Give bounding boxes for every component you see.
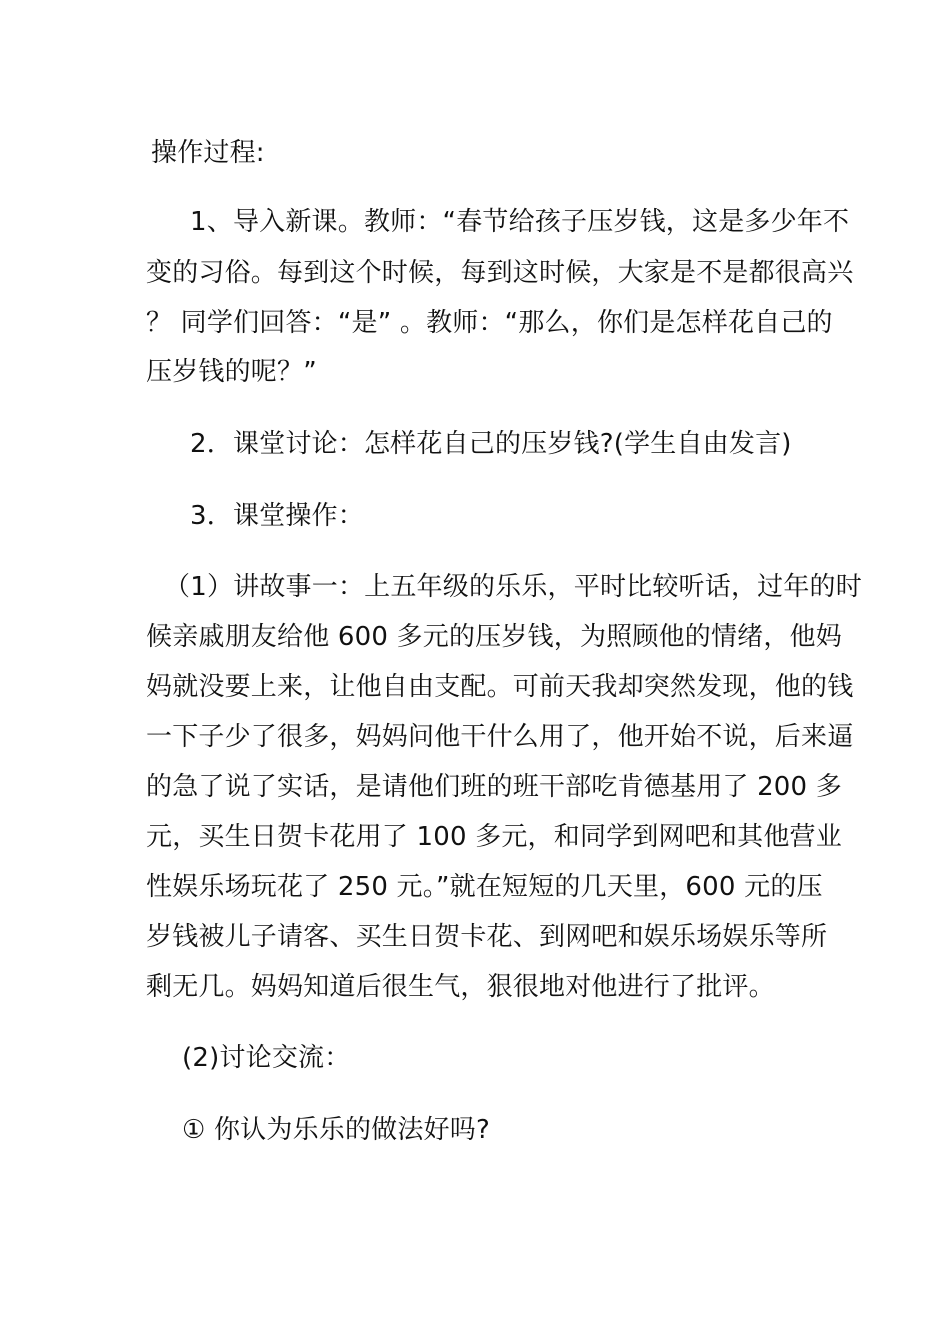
paragraph-1-line-4: 压岁钱的呢？” (146, 357, 317, 387)
paragraph-1-line-2: 变的习俗。每到这个时候，每到这时候，大家是不是都很高兴 (146, 258, 854, 288)
paragraph-4-line-3: 妈就没要上来，让他自由支配。可前天我却突然发现，他的钱 (146, 672, 854, 702)
paragraph-6-line-1: ① 你认为乐乐的做法好吗? (182, 1115, 490, 1145)
paragraph-4-line-2: 候亲戚朋友给他 600 多元的压岁钱，为照顾他的情绪，他妈 (146, 622, 842, 652)
section-heading: 操作过程: (151, 138, 265, 168)
paragraph-5-line-1: (2)讨论交流： (182, 1043, 351, 1073)
paragraph-4-line-1: （1）讲故事一：上五年级的乐乐，平时比较听话，过年的时 (164, 572, 862, 602)
paragraph-1-line-1: 1、导入新课。教师：“春节给孩子压岁钱，这是多少年不 (190, 207, 850, 237)
paragraph-4-line-7: 性娱乐场玩花了 250 元。”就在短短的几天里，600 元的压 (146, 872, 823, 902)
paragraph-3-line-1: 3．课堂操作： (190, 501, 364, 531)
paragraph-2-line-1: 2．课堂讨论：怎样花自己的压岁钱?(学生自由发言) (190, 429, 792, 459)
paragraph-4-line-9: 剩无几。妈妈知道后很生气，狠很地对他进行了批评。 (146, 972, 775, 1002)
paragraph-4-line-5: 的急了说了实话，是请他们班的班干部吃肯德基用了 200 多 (146, 772, 842, 802)
paragraph-4-line-6: 元，买生日贺卡花用了 100 多元，和同学到网吧和其他营业 (146, 822, 842, 852)
paragraph-1-line-3: ？ 同学们回答：“是” 。教师：“那么，你们是怎样花自己的 (146, 308, 833, 338)
paragraph-4-line-8: 岁钱被儿子请客、买生日贺卡花、到网吧和娱乐场娱乐等所 (146, 922, 828, 952)
paragraph-4-line-4: 一下子少了很多，妈妈问他干什么用了，他开始不说，后来逼 (146, 722, 854, 752)
